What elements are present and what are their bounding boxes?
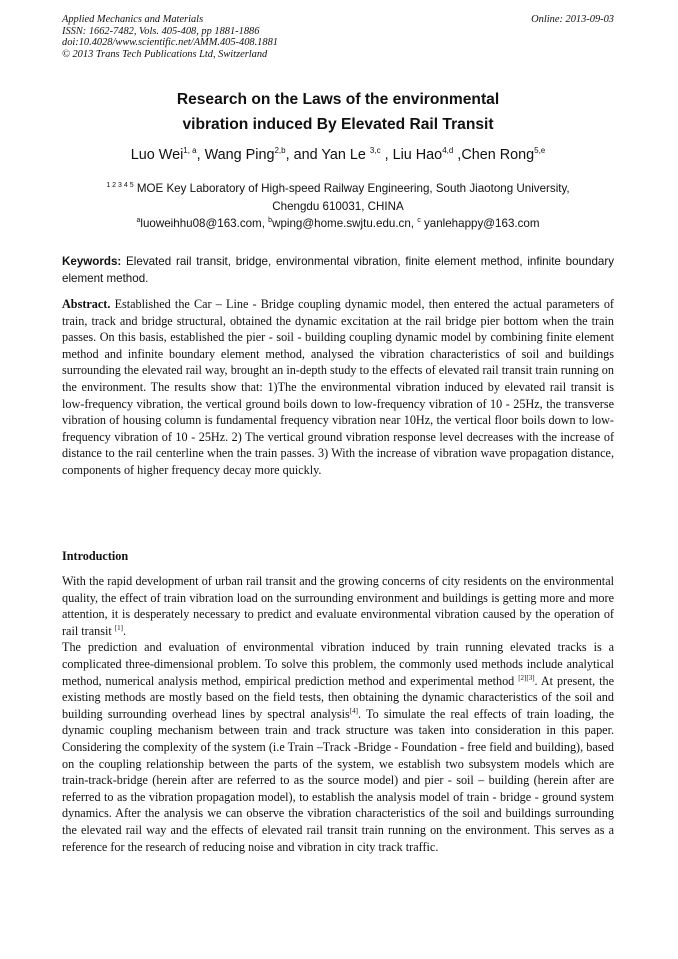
introduction-body <box>62 573 614 855</box>
author-affiliation-mark: 1, a <box>183 146 197 155</box>
online-date: Online: 2013-09-03 <box>531 14 614 25</box>
author-separator: , <box>196 147 205 163</box>
paragraph-text: The prediction and evaluation of environmental vibration induced by train running elevated tracks is a complicated three-dimensional problem. To solve this problem, the commonly used methods include analytical method, numerical analysis method, empirical prediction method and experimental method <box>62 640 614 688</box>
author-affiliation-mark: 4,d <box>442 146 454 155</box>
affiliation-line-2: Chengdu 610031, CHINA <box>272 199 404 213</box>
abstract-text: Established the Car – Line - Bridge coupling dynamic model, then entered the actual parameters of train, track and bridge structural, obtained the dynamic excitation at the rail bridge pier bottom when the train passes. On this basis, established the pier - soil - building coupling dynamic model by combining finite element method and infinite boundary element method, analysed the vibration characteristics of soil and buildings surrounding the elevated rail way, brought an in-depth study to the effects of elevated rail transit train running on the environment. The results show that: 1)The the environmental vibration induced by elevated rail transit is low-frequency vibration, the vertical ground boils down to low-frequency vibration of 10 - 25Hz, the transverse vibration of housing column is fundamental frequency vibration near 10Hz, the vertical floor boils down to low-frequency vibration of 10 - 25Hz. 2) The vertical ground vibration response level decreases with the increase of distance to the rail centerline when the train passes. 3) With the increase of vibration wave propagation distance, components of higher frequency decay more quickly. <box>62 297 614 477</box>
author-separator: , <box>453 147 462 163</box>
author-separator: , and <box>285 147 322 163</box>
paragraph-text: . At present, the existing methods are mostly based on the field tests, then obtaining the dynamic characteristics of the soil and building surrounding overhead lines by spectral analysis <box>62 673 614 721</box>
paragraph-text: . <box>122 623 127 638</box>
author-affiliation-mark: 3,c <box>369 146 381 155</box>
introduction-heading: Introduction <box>62 549 129 563</box>
copyright-line: © 2013 Trans Tech Publications Ltd, Switzerland <box>62 48 268 60</box>
keywords-label: Keywords: <box>62 255 122 268</box>
citation: [1] <box>114 623 123 632</box>
email-mark: b <box>268 217 273 224</box>
author-separator: , <box>380 147 393 163</box>
paragraph-text: . To simulate the real effects of train loading, the dynamic coupling mechanism between train and track structure was taken into consideration in this paper. Considering the complexity of the system (i.e Train –Track -Bridge - Foundation - free field and building), based on the coupling relationship between the parts of the system, we establish two subsystem models which are train-track-bridge (herein after are referred to as the source model) and pier - soil – building (herein after are referred to as the vibration propagation model), to establish the analysis model of train - bridge - ground system dynamics. After the analysis we can observe the vibration characteristics of the soil and buildings surrounding the elevated rail way and the effects of elevated rail transit train running on the environment. This serves as a reference for the research of reducing noise and vibration in city track traffic. <box>62 706 614 854</box>
author-name: Chen Rong <box>461 147 535 163</box>
abstract-label: Abstract. <box>62 297 111 311</box>
title-line-2: vibration induced By Elevated Rail Transit <box>182 116 494 133</box>
issn-line: ISSN: 1662-7482, Vols. 405-408, pp 1881-1886 <box>62 25 260 37</box>
author-name: Wang Ping <box>204 147 275 163</box>
author-name: Liu Hao <box>392 147 443 163</box>
journal-header <box>62 14 614 60</box>
author-name: Yan Le <box>321 147 370 163</box>
author-list <box>62 145 614 165</box>
email-line <box>62 215 614 233</box>
affiliation-block <box>62 180 614 233</box>
author-affiliation-mark: 2,b <box>274 146 286 155</box>
affiliation-line-1 <box>62 180 614 198</box>
email-mark: a <box>136 217 141 224</box>
email-address: wping@home.swjtu.edu.cn, <box>272 217 418 230</box>
keywords <box>62 254 614 287</box>
email-address: yanlehappy@163.com <box>420 217 540 230</box>
citation: [2][3] <box>518 673 535 682</box>
author-name: Luo Wei <box>130 147 184 163</box>
title-line-1: Research on the Laws of the environmental <box>176 91 500 108</box>
paragraph <box>62 573 614 639</box>
paper-title <box>62 87 614 137</box>
citation: [4] <box>349 706 358 715</box>
email-address: luoweihhu08@163.com, <box>140 217 269 230</box>
doi-line: doi:10.4028/www.scientific.net/AMM.405-408.1881 <box>62 37 278 48</box>
journal-name: Applied Mechanics and Materials <box>62 14 204 25</box>
keywords-text: Elevated rail transit, bridge, environmental vibration, finite element method, infinite boundary element method. <box>62 255 614 285</box>
email-mark: c <box>417 217 421 224</box>
paragraph-text: With the rapid development of urban rail transit and the growing concerns of city residents on the environmental quality, the effect of train vibration load on the surrounding environment and buildings is getting more and more attention, it is desperately necessary to predict and evaluate environmental vibration caused by the operation of rail transit <box>62 574 614 638</box>
abstract <box>62 296 614 479</box>
author-affiliation-mark: 5,e <box>534 146 546 155</box>
affiliation-text: MOE Key Laboratory of High-speed Railway Engineering, South Jiaotong University, <box>133 182 570 195</box>
affiliation-mark: 1 2 3 4 5 <box>106 182 134 189</box>
paragraph <box>62 639 614 855</box>
